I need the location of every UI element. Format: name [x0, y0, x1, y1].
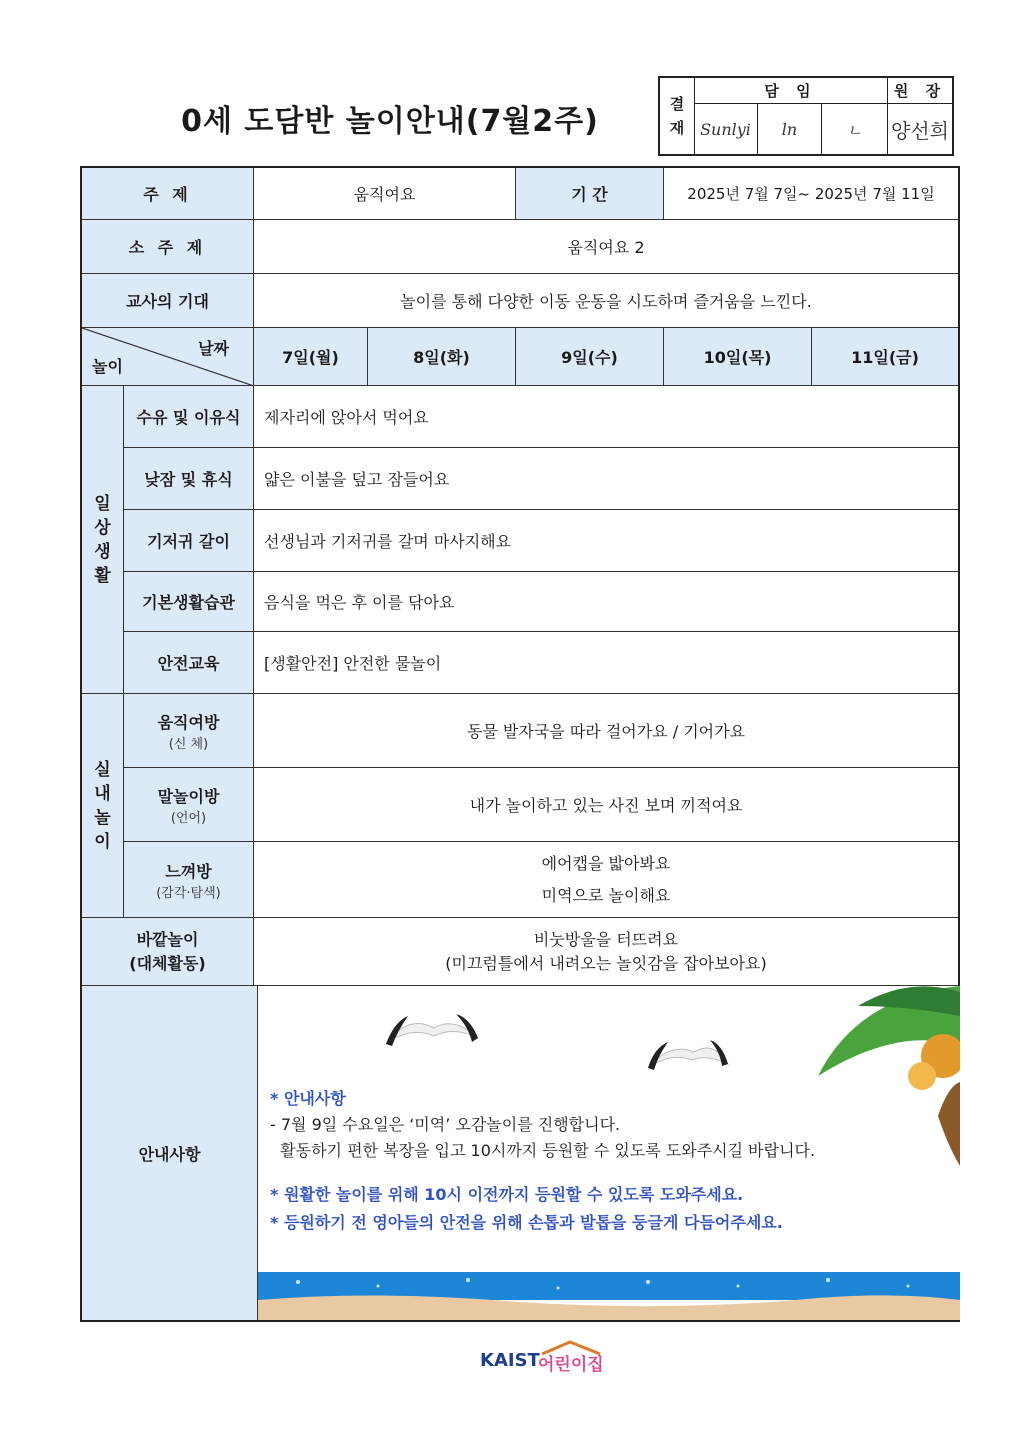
- daily-label-safety: 안전교육: [124, 632, 254, 694]
- daily-value-habit: 음식을 먹은 후 이를 닦아요: [254, 572, 958, 632]
- daily-value-diaper: 선생님과 기저귀를 갈며 마사지해요: [254, 510, 958, 572]
- day-wed: 9일(수): [516, 328, 664, 386]
- palm-tree-icon: [818, 986, 960, 1166]
- corner-cell: [82, 328, 254, 386]
- director-header: 원 장: [888, 78, 952, 104]
- page-title: 0세 도담반 놀이안내(7월2주): [181, 104, 599, 139]
- approval-label-2: 재: [669, 119, 685, 137]
- daily-value-feeding: 제자리에 앉아서 먹어요: [254, 386, 958, 448]
- theme-value: 움직여요: [254, 168, 516, 220]
- outdoor-label: 바깥놀이 (대체활동): [82, 918, 254, 986]
- signature-3: ㄴ: [822, 104, 888, 154]
- daily-label-habit: 기본생활습관: [124, 572, 254, 632]
- indoor-play-group-label: 실 내 놀 이: [82, 694, 124, 918]
- notice-line-2: 활동하기 편한 복장을 입고 10시까지 등원할 수 있도록 도와주시길 바랍니다.: [270, 1141, 816, 1160]
- indoor-value-movement: 동물 발자국을 따라 걸어가요 / 기어가요: [254, 694, 958, 768]
- logo-text-daycare: 어린이집: [538, 1355, 604, 1375]
- signature-director: 양선희: [891, 118, 949, 143]
- period-value: 2025년 7월 7일~ 2025년 7월 11일: [664, 168, 958, 220]
- daily-label-nap: 낮잠 및 휴식: [124, 448, 254, 510]
- indoor-label-sensory: 느껴방 (감각·탐색): [124, 842, 254, 918]
- outdoor-value: 비눗방울을 터뜨려요 (미끄럼틀에서 내려오는 놀잇감을 잡아보아요): [254, 918, 958, 986]
- day-fri: 11일(금): [812, 328, 958, 386]
- signature-1: Sunlyi: [694, 104, 758, 154]
- notice-label: 안내사항: [82, 986, 258, 1320]
- daily-value-nap: 얇은 이불을 덮고 잠들어요: [254, 448, 958, 510]
- approval-box: [658, 76, 954, 156]
- seagull-icon: [648, 1040, 728, 1070]
- signature-2: ln: [758, 104, 822, 154]
- day-thu: 10일(목): [664, 328, 812, 386]
- approval-label-1: 결: [669, 95, 685, 113]
- period-label: 기 간: [516, 168, 664, 220]
- indoor-label-language: 말놀이방 (언어): [124, 768, 254, 842]
- notice-blue-1: * 원활한 놀이를 위해 10시 이전까지 등원할 수 있도록 도와주세요.: [270, 1185, 744, 1204]
- play-plan-table: [80, 166, 960, 1322]
- subtheme-value: 움직여요 2: [254, 220, 958, 274]
- indoor-value-language: 내가 놀이하고 있는 사진 보며 끼적여요: [254, 768, 958, 842]
- indoor-value-sensory: 에어캡을 밟아봐요 미역으로 놀이해요: [254, 842, 958, 918]
- kaist-logo: [480, 1340, 620, 1380]
- notice-blue-2: * 등원하기 전 영아들의 안전을 위해 손톱과 발톱을 둥글게 다듬어주세요.: [270, 1213, 783, 1232]
- daily-value-safety: [생활안전] 안전한 물놀이: [254, 632, 958, 694]
- approval-label: [660, 78, 695, 154]
- homeroom-header: 담 임: [694, 78, 888, 104]
- subtheme-label: 소 주 제: [82, 220, 254, 274]
- daily-label-diaper: 기저귀 갈이: [124, 510, 254, 572]
- day-mon: 7일(월): [254, 328, 368, 386]
- notice-area: [258, 986, 960, 1320]
- notice-title: * 안내사항: [270, 1089, 346, 1108]
- corner-date-label: 날짜: [198, 339, 229, 358]
- seagull-icon: [386, 1014, 478, 1046]
- expect-value: 놀이를 통해 다양한 이동 운동을 시도하며 즐거움을 느낀다.: [254, 274, 958, 328]
- daily-label-feeding: 수유 및 이유식: [124, 386, 254, 448]
- theme-label: 주 제: [82, 168, 254, 220]
- notice-line-1: - 7월 9일 수요일은 ‘미역’ 오감놀이를 진행합니다.: [270, 1115, 621, 1134]
- corner-play-label: 놀이: [92, 357, 123, 376]
- expect-label: 교사의 기대: [82, 274, 254, 328]
- day-tue: 8일(화): [368, 328, 516, 386]
- indoor-label-movement: 움직여방 (신 체): [124, 694, 254, 768]
- logo-text-kaist: KAIST: [480, 1350, 540, 1371]
- daily-life-group-label: 일 상 생 활: [82, 386, 124, 694]
- house-roof-icon: [480, 1340, 620, 1380]
